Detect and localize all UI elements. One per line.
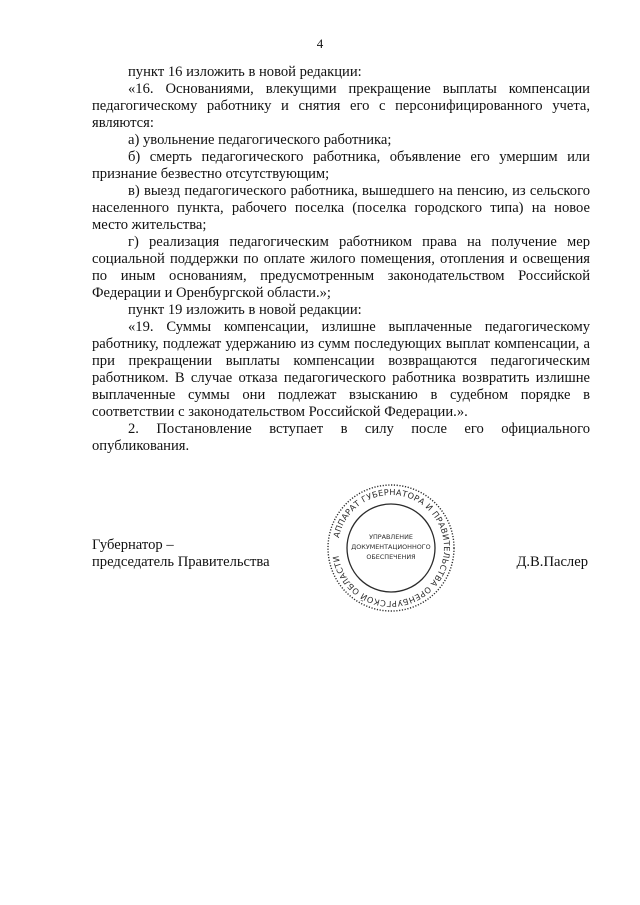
paragraph: пункт 19 изложить в новой редакции:	[128, 302, 362, 318]
seal-center-text: ДОКУМЕНТАЦИОННОГО	[351, 543, 431, 551]
paragraph: 2. Постановление вступает в силу после его официального опубликования.	[92, 421, 590, 454]
official-seal	[326, 483, 456, 613]
document-body	[92, 64, 590, 455]
signatory-name: Д.В.Паслер	[516, 554, 588, 570]
seal-center-text: УПРАВЛЕНИЕ	[369, 533, 413, 541]
paragraph: а) увольнение педагогического работника;	[128, 132, 392, 148]
paragraph: «16. Основаниями, влекущими прекращение выплаты компенсации педагогическому работнику и снятия его с персонифицированного учета, являются:	[92, 81, 590, 131]
signatory-title-line: председатель Правительства	[92, 554, 270, 570]
paragraph: б) смерть педагогического работника, объявление его умершим или признание безвестно отсутствующим;	[92, 149, 590, 182]
paragraph: пункт 16 изложить в новой редакции:	[128, 64, 362, 80]
signatory-title-line: Губернатор –	[92, 537, 174, 553]
seal-center-text: ОБЕСПЕЧЕНИЯ	[366, 553, 416, 561]
seal-ring-text: АППАРАТ ГУБЕРНАТОРА И ПРАВИТЕЛЬСТВА ОРЕНБУРГСКОЙ ОБЛАСТИ	[330, 486, 453, 610]
paragraph: в) выезд педагогического работника, вышедшего на пенсию, из сельского населенного пункта, рабочего поселка (поселка городского типа) на новое место жительства;	[92, 183, 590, 233]
signatory-title	[92, 537, 270, 571]
page-number: 4	[316, 36, 324, 51]
paragraph: «19. Суммы компенсации, излишне выплаченные педагогическому работнику, подлежат удержанию из сумм последующих выплат компенсации, а при прекращении выплаты компенсации возвращаются педагогическим работником. В случае отказа педагогического работника возвратить излишне выплаченные суммы они подлежат взысканию в судебном порядке в соответствии с законодательством Российской Федерации.».	[92, 319, 590, 420]
paragraph: г) реализация педагогическим работником права на получение мер социальной поддержки по оплате жилого помещения, отопления и освещения по иным основаниям, предусмотренным законодательством Российской Федерации и Оренбургской области.»;	[92, 234, 590, 301]
